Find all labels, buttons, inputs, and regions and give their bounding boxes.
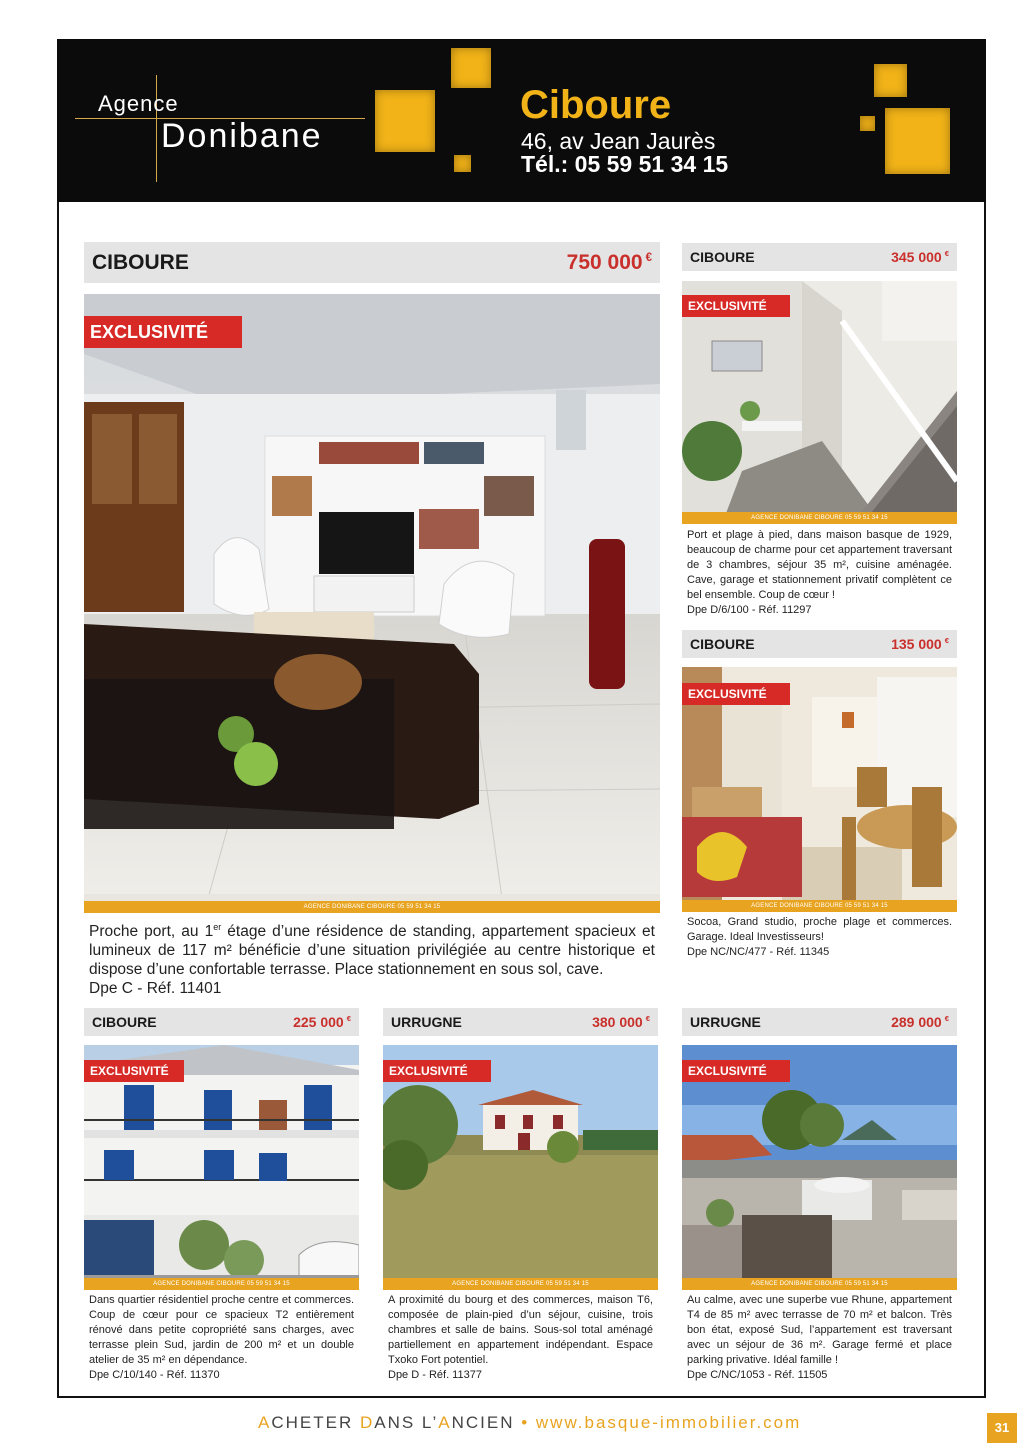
listing-dpe-reference: Dpe D - Réf. 11377: [388, 1369, 482, 1381]
footer-accent-letter: A: [438, 1413, 452, 1432]
decor-square: [375, 90, 435, 152]
listing-dpe-reference: Dpe C - Réf. 11401: [89, 980, 222, 998]
agency-phone: Tél.: 05 59 51 34 15: [521, 151, 729, 177]
exclusivity-badge: EXCLUSIVITÉ: [682, 295, 790, 317]
description-text: Au calme, avec une superbe vue Rhune, appartement T4 de 85 m² avec terrasse de 70 m² et balcon. Très bon état, exposé Sud, l’appartement est traversant avec un séjour de 36 m². Garage fermé et place parking privative. Idéal famille !: [687, 1294, 952, 1366]
listing-price-value: 345 000: [891, 249, 942, 265]
logo-agence-text: Agence: [98, 91, 179, 116]
description-text-start: Proche port, au 1: [89, 923, 214, 941]
listing-price-value: 750 000: [566, 250, 643, 274]
footer-website-link[interactable]: www.basque-immobilier.com: [535, 1413, 802, 1432]
listing-city: CIBOURE: [92, 1014, 157, 1030]
listing-dpe-reference: Dpe C/10/140 - Réf. 11370: [89, 1369, 220, 1381]
photo-credit: AGENCE DONIBANE CIBOURE 05 59 51 34 15: [84, 1278, 359, 1290]
currency-symbol: €: [944, 1014, 949, 1024]
logo-donibane-text: Donibane: [161, 117, 323, 155]
exclusivity-badge: EXCLUSIVITÉ: [383, 1060, 491, 1082]
photo-credit: AGENCE DONIBANE CIBOURE 05 59 51 34 15: [682, 512, 957, 524]
listing-description: [89, 918, 655, 998]
agency-header: [57, 39, 986, 202]
agency-address: 46, av Jean Jaurès: [521, 128, 716, 154]
listing-description: [89, 1293, 354, 1383]
listing-title-bar: [682, 1008, 957, 1036]
listing-city: URRUGNE: [690, 1014, 761, 1030]
listing-title-bar: [84, 1008, 359, 1036]
description-text: A proximité du bourg et des commerces, maison T6, composée de plain-pied d’un séjour, cuisine, trois chambres et salle de bains. Sous-sol total aménagé partiellement en appartement indépendant. Espace Txoko Fort potentiel.: [388, 1294, 653, 1366]
listing-dpe-reference: Dpe NC/NC/477 - Réf. 11345: [687, 946, 830, 958]
listing-price-value: 135 000: [891, 636, 942, 652]
listing-description: [687, 915, 952, 960]
listing-photo[interactable]: [84, 1045, 359, 1290]
page-number: 31: [987, 1413, 1017, 1443]
footer-text-part: CHETER: [271, 1413, 360, 1432]
footer-text-part: NCIEN: [451, 1413, 515, 1432]
exclusivity-badge: EXCLUSIVITÉ: [682, 1060, 790, 1082]
exclusivity-badge: EXCLUSIVITÉ: [682, 683, 790, 705]
photo-credit: AGENCE DONIBANE CIBOURE 05 59 51 34 15: [383, 1278, 658, 1290]
exclusivity-badge: EXCLUSIVITÉ: [84, 1060, 184, 1082]
listing-price: [891, 1014, 949, 1030]
listing-city: CIBOURE: [92, 250, 189, 274]
listing-title-bar: [682, 243, 957, 271]
decor-square: [874, 64, 907, 97]
description-text: Port et plage à pied, dans maison basque de 1929, beaucoup de charme pour cet appartement traversant de 3 chambres, séjour 35 m², cuisine aménagée. Cave, garage et stationnement privatif complètent ce bel ensemble. Coup de cœur !: [687, 529, 952, 601]
currency-symbol: €: [346, 1014, 351, 1024]
listing-price: [567, 251, 652, 275]
description-text: Dans quartier résidentiel proche centre et commerces. Coup de cœur pour ce spacieux T2 entièrement rénové dans petite copropriété sans charges, avec terrasse plein Sud, jardin de 200 m² et un double atelier de 35 m² en dépendance.: [89, 1294, 354, 1366]
listing-photo[interactable]: [383, 1045, 658, 1290]
listing-price-value: 225 000: [293, 1014, 344, 1030]
footer-bullet: •: [514, 1413, 536, 1432]
description-text: Socoa, Grand studio, proche plage et commerces. Garage. Ideal Investisseurs!: [687, 916, 952, 943]
listing-city: URRUGNE: [391, 1014, 462, 1030]
currency-symbol: €: [944, 636, 949, 646]
listing-price: [592, 1014, 650, 1030]
currency-symbol: €: [944, 249, 949, 259]
listing-city: CIBOURE: [690, 249, 755, 265]
listing-description: [687, 1293, 952, 1383]
listing-price: [891, 636, 949, 652]
footer-tagline: [258, 1413, 801, 1433]
listing-title-bar: [84, 242, 660, 283]
listing-price: [293, 1014, 351, 1030]
footer-text-part: ANS L’: [374, 1413, 439, 1432]
listing-photo[interactable]: [682, 667, 957, 912]
decor-square: [454, 155, 471, 172]
listing-photo[interactable]: [682, 281, 957, 524]
listing-title-bar: [383, 1008, 658, 1036]
currency-symbol: €: [645, 1014, 650, 1024]
decor-square: [451, 48, 491, 88]
photo-credit: AGENCE DONIBANE CIBOURE 05 59 51 34 15: [682, 900, 957, 912]
footer-accent-letter: A: [258, 1413, 272, 1432]
listing-price: [891, 249, 949, 265]
listing-city: CIBOURE: [690, 636, 755, 652]
photo-credit: AGENCE DONIBANE CIBOURE 05 59 51 34 15: [84, 901, 660, 913]
description-superscript: er: [213, 922, 222, 932]
listing-dpe-reference: Dpe D/6/100 - Réf. 11297: [687, 604, 812, 616]
living-room-photo: [84, 294, 660, 913]
listing-photo[interactable]: [682, 1045, 957, 1290]
listing-price-value: 380 000: [592, 1014, 643, 1030]
listing-description: [687, 528, 952, 618]
listing-title-bar: [682, 630, 957, 658]
decor-square: [860, 116, 875, 131]
listing-description: [388, 1293, 653, 1383]
listing-photo[interactable]: [84, 294, 660, 913]
decor-square: [885, 108, 950, 174]
description-text-end: étage d’une résidence de standing, appartement spacieux et lumineux de 117 m² bénéficie d’une situation privilégiée au centre historique et dispose d’une confortable terrasse. Place stationnement en sous sol, cave.: [89, 923, 655, 979]
exclusivity-badge: EXCLUSIVITÉ: [84, 316, 242, 348]
listing-price-value: 289 000: [891, 1014, 942, 1030]
agency-city: Ciboure: [520, 83, 672, 127]
photo-credit: AGENCE DONIBANE CIBOURE 05 59 51 34 15: [682, 1278, 957, 1290]
footer-accent-letter: D: [359, 1413, 375, 1432]
hallway-staircase-photo: [682, 281, 957, 524]
listing-dpe-reference: Dpe C/NC/1053 - Réf. 11505: [687, 1369, 828, 1381]
currency-symbol: €: [645, 251, 652, 264]
